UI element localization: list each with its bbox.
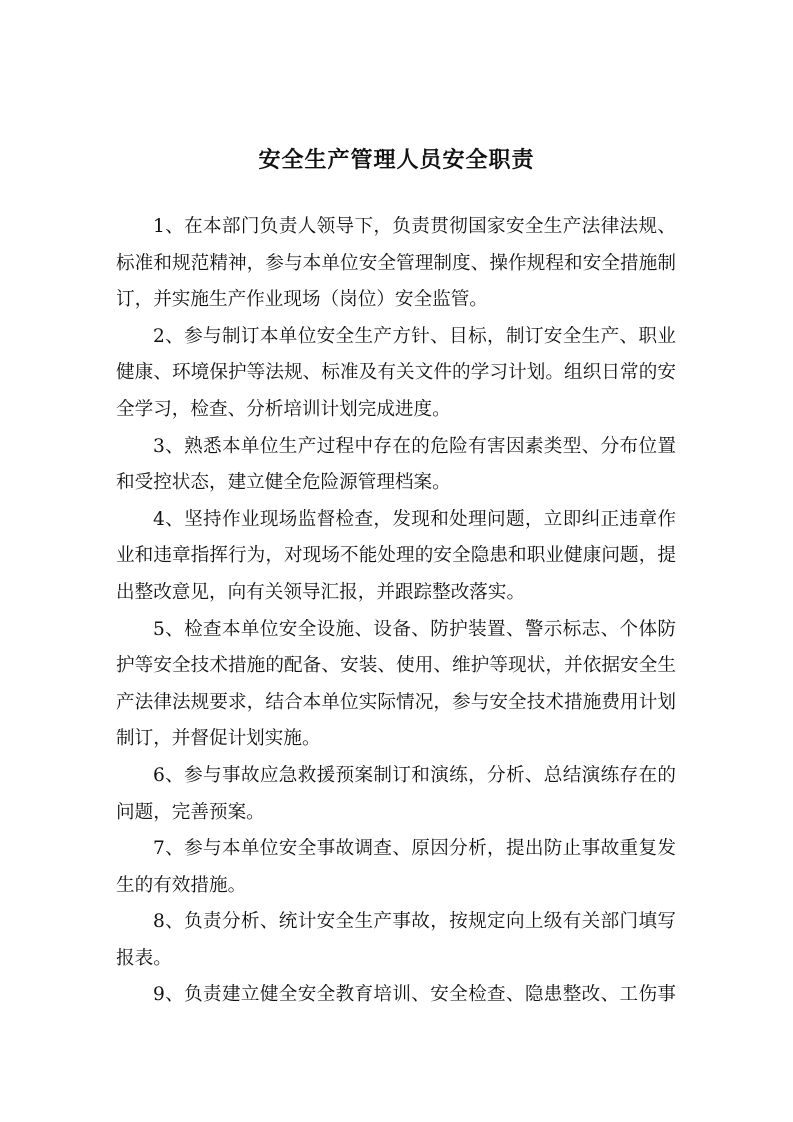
paragraph-3 — [116, 432, 676, 505]
text-line: 订，并实施生产作业现场（岗位）安全监管。 — [116, 289, 488, 311]
document-body — [116, 212, 676, 1017]
text-line: 问题，完善预案。 — [116, 801, 265, 823]
text-line: 生的有效措施。 — [116, 874, 247, 896]
text-line: 6、参与事故应急救援预案制订和演练，分析、总结演练存在的 — [153, 764, 676, 786]
text-line: 2、参与制订本单位安全生产方针、目标，制订安全生产、职业 — [153, 325, 676, 347]
text-line: 护等安全技术措施的配备、安装、使用、维护等现状，并依据安全生 — [116, 655, 676, 677]
paragraph-2 — [116, 322, 676, 432]
text-line: 1、在本部门负责人领导下，负责贯彻国家安全生产法律法规、 — [153, 216, 676, 237]
paragraph-9 — [116, 980, 676, 1017]
text-line: 产法律法规要求，结合本单位实际情况，参与安全技术措施费用计划 — [116, 691, 676, 713]
text-line: 5、检查本单位安全设施、设备、防护装置、警示标志、个体防 — [153, 618, 676, 640]
text-line: 7、参与本单位安全事故调查、原因分析，提出防止事故重复发 — [153, 838, 676, 860]
text-line: 出整改意见，向有关领导汇报，并跟踪整改落实。 — [116, 581, 526, 603]
text-line: 全学习，检查、分析培训计划完成进度。 — [116, 398, 451, 420]
paragraph-6 — [116, 761, 676, 834]
text-line: 业和违章指挥行为，对现场不能处理的安全隐患和职业健康问题，提 — [116, 545, 676, 567]
text-line: 和受控状态，建立健全危险源管理档案。 — [116, 472, 451, 494]
text-line: 制订，并督促计划实施。 — [116, 728, 321, 750]
text-line: 健康、环境保护等法规、标准及有关文件的学习计划。组织日常的安 — [116, 362, 676, 384]
text-line: 9、负责建立健全安全教育培训、安全检查、隐患整改、工伤事 — [153, 984, 676, 1006]
text-line: 3、熟悉本单位生产过程中存在的危险有害因素类型、分布位置 — [153, 435, 676, 457]
paragraph-7 — [116, 834, 676, 907]
text-line: 4、坚持作业现场监督检查，发现和处理问题，立即纠正违章作 — [153, 508, 676, 530]
text-line: 8、负责分析、统计安全生产事故，按规定向上级有关部门填写 — [153, 911, 676, 933]
text-line: 报表。 — [116, 947, 172, 969]
paragraph-4 — [116, 505, 676, 615]
paragraph-1 — [116, 212, 676, 322]
paragraph-8 — [116, 907, 676, 980]
document-title: 安全生产管理人员安全职责 — [258, 147, 535, 173]
text-line: 标准和规范精神，参与本单位安全管理制度、操作规程和安全措施制 — [116, 252, 676, 274]
paragraph-5 — [116, 615, 676, 761]
